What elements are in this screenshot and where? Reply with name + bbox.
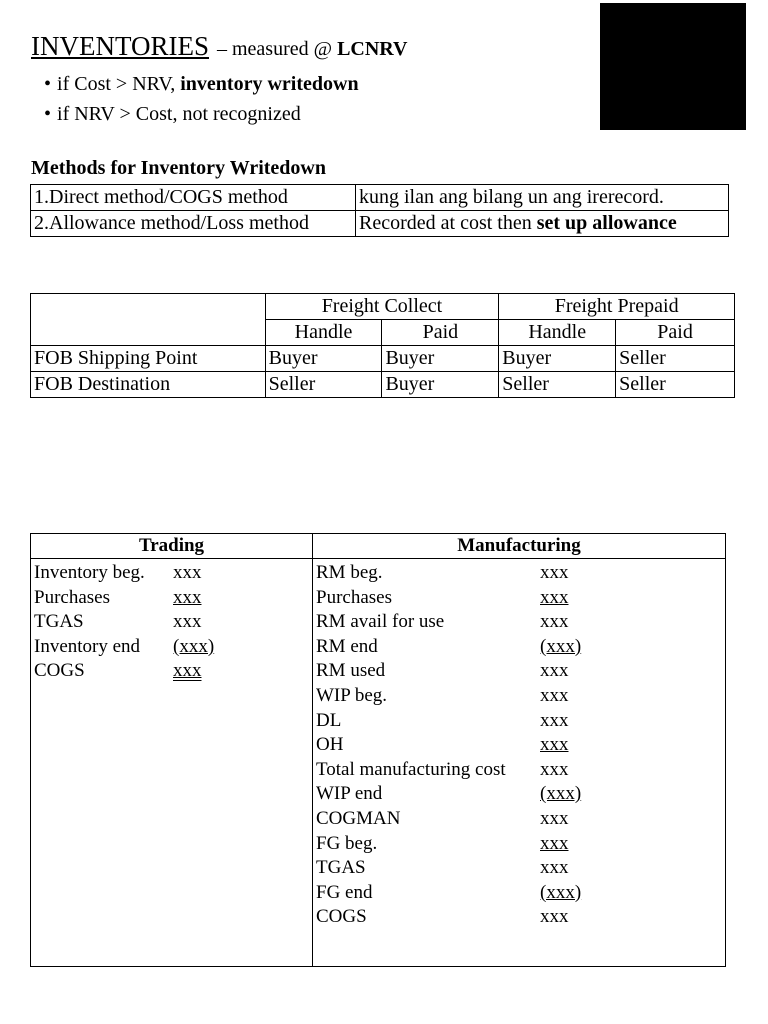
list-item — [316, 881, 722, 906]
line-item-value: (xxx) — [540, 635, 582, 657]
line-item-value: (xxx) — [540, 881, 582, 903]
bullet-text: if Cost > NRV, — [57, 73, 176, 95]
list-item — [316, 684, 722, 709]
black-image-placeholder — [600, 3, 746, 130]
line-item-value: xxx — [540, 734, 569, 756]
table-row — [31, 346, 735, 372]
list-item — [316, 610, 722, 635]
freight-group-header: Freight Collect — [265, 294, 499, 320]
line-item-value: xxx — [540, 906, 569, 928]
description-text: Recorded at cost then — [359, 212, 532, 234]
table-row — [31, 559, 726, 967]
page-title: INVENTORIES — [31, 31, 209, 61]
list-item — [316, 782, 722, 807]
line-item-label: Total manufacturing cost — [316, 758, 506, 780]
line-item-label: FG beg. — [316, 832, 378, 854]
list-item — [34, 635, 309, 660]
bullet-list — [44, 69, 359, 129]
line-item-label: DL — [316, 709, 342, 731]
bullet-emphasis: inventory writedown — [180, 73, 359, 95]
line-item-label: RM avail for use — [316, 611, 445, 633]
list-item — [316, 561, 722, 586]
line-item-value: xxx — [540, 758, 569, 780]
list-item — [34, 610, 309, 635]
description-emphasis: set up allowance — [536, 212, 677, 234]
list-item — [34, 561, 309, 586]
freight-value-cell: Buyer — [382, 372, 499, 398]
freight-sub-header: Handle — [265, 320, 382, 346]
line-item-value: xxx — [540, 832, 569, 854]
list-item — [316, 733, 722, 758]
line-item-value: xxx — [173, 660, 202, 682]
list-item — [316, 659, 722, 684]
line-item-label: OH — [316, 734, 344, 756]
trading-cell — [31, 559, 313, 967]
manufacturing-header: Manufacturing — [313, 534, 726, 559]
line-item-value: (xxx) — [540, 783, 582, 805]
bullet-item — [44, 99, 359, 129]
line-item-value: xxx — [173, 611, 202, 633]
line-item-label: Inventory end — [34, 635, 141, 657]
freight-value-cell: Seller — [616, 346, 735, 372]
trading-list — [34, 561, 309, 684]
method-cell: 2.Allowance method/Loss method — [31, 211, 356, 237]
freight-sub-header: Handle — [499, 320, 616, 346]
line-item-label: WIP beg. — [316, 684, 388, 706]
line-item-value: xxx — [540, 807, 569, 829]
cost-flow-table — [30, 533, 726, 967]
line-item-value: xxx — [540, 611, 569, 633]
manufacturing-cell — [313, 559, 726, 967]
subtitle-emphasis: LCNRV — [337, 38, 408, 60]
method-cell: 1.Direct method/COGS method — [31, 185, 356, 211]
bullet-text: if NRV > Cost, not recognized — [57, 103, 301, 125]
list-item — [316, 586, 722, 611]
method-description-cell — [356, 211, 729, 237]
line-item-value: xxx — [173, 562, 202, 583]
line-item-label: COGS — [316, 906, 367, 928]
line-item-label: Purchases — [316, 586, 392, 608]
table-row — [31, 185, 729, 211]
line-item-label: COGS — [34, 660, 85, 682]
list-item — [316, 709, 722, 734]
list-item — [316, 635, 722, 660]
freight-sub-header: Paid — [616, 320, 735, 346]
methods-heading: Methods for Inventory Writedown — [31, 157, 326, 179]
freight-value-cell: Buyer — [382, 346, 499, 372]
line-item-label: TGAS — [316, 857, 366, 879]
freight-value-cell: Seller — [616, 372, 735, 398]
list-item — [34, 659, 309, 684]
line-item-label: FG end — [316, 881, 373, 903]
method-description-cell — [356, 185, 729, 211]
line-item-value: xxx — [540, 660, 569, 682]
line-item-label: COGMAN — [316, 807, 401, 829]
freight-term-cell: FOB Shipping Point — [31, 346, 266, 372]
list-item — [316, 807, 722, 832]
list-item — [316, 856, 722, 881]
manufacturing-list — [316, 561, 722, 930]
table-row — [31, 211, 729, 237]
freight-term-cell: FOB Destination — [31, 372, 266, 398]
list-item — [316, 905, 722, 930]
line-item-value: xxx — [540, 709, 569, 731]
trading-header: Trading — [31, 534, 313, 559]
freight-group-header: Freight Prepaid — [499, 294, 735, 320]
line-item-value: (xxx) — [173, 635, 215, 657]
line-item-label: Purchases — [34, 586, 110, 608]
description-text: kung ilan ang bilang un ang irerecord. — [359, 186, 664, 208]
methods-table — [30, 184, 729, 237]
line-item-label: RM used — [316, 660, 386, 682]
line-item-value: xxx — [540, 562, 569, 583]
list-item — [34, 586, 309, 611]
freight-sub-header: Paid — [382, 320, 499, 346]
line-item-label: TGAS — [34, 611, 84, 633]
freight-table — [30, 293, 735, 398]
line-item-value: xxx — [173, 586, 202, 608]
line-item-label: RM beg. — [316, 562, 383, 583]
line-item-label: RM end — [316, 635, 378, 657]
line-item-value: xxx — [540, 684, 569, 706]
list-item — [316, 832, 722, 857]
subtitle-prefix: – measured @ — [217, 38, 333, 60]
freight-value-cell: Buyer — [499, 346, 616, 372]
freight-value-cell: Buyer — [265, 346, 382, 372]
page-subtitle — [217, 38, 407, 60]
line-item-value: xxx — [540, 857, 569, 879]
list-item — [316, 758, 722, 783]
line-item-label: Inventory beg. — [34, 562, 145, 583]
page-title-line — [31, 31, 407, 62]
table-row — [31, 372, 735, 398]
empty-header-cell — [31, 294, 266, 346]
table-row — [31, 534, 726, 559]
freight-value-cell: Seller — [499, 372, 616, 398]
bullet-item — [44, 69, 359, 99]
freight-value-cell: Seller — [265, 372, 382, 398]
line-item-value: xxx — [540, 586, 569, 608]
table-row — [31, 294, 735, 320]
line-item-label: WIP end — [316, 783, 383, 805]
